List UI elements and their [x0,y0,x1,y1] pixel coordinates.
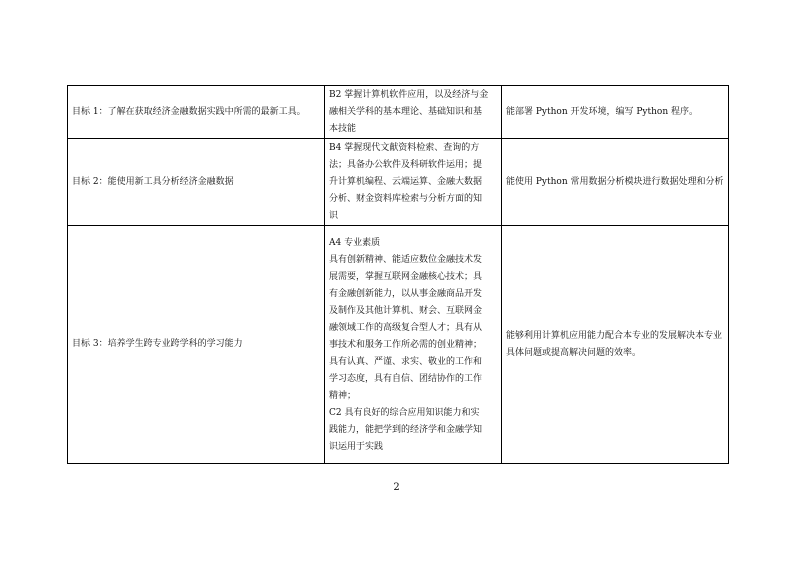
goal-cell: 目标 2：能使用新工具分析经济金融数据 [68,139,325,226]
table-row [68,226,729,464]
ability-cell: 能够利用计算机应用能力配合本专业的发展解决本专业具体问题或提高解决问题的效率。 [502,226,729,464]
requirement-cell [325,139,502,226]
table-row [68,86,729,139]
requirement-cell [325,226,502,464]
ability-cell: 能部署 Python 开发环境，编写 Python 程序。 [502,86,729,139]
goal-cell: 目标 3：培养学生跨专业跨学科的学习能力 [68,226,325,464]
requirement-text: B2 掌握计算机软件应用，以及经济与金 融相关学科的基本理论、基础知识和基 本技能 [329,90,489,134]
goal-cell: 目标 1：了解在获取经济金融数据实践中所需的最新工具。 [68,86,325,139]
ability-cell: 能使用 Python 常用数据分析模块进行数据处理和分析 [502,139,729,226]
table-row [68,139,729,226]
objectives-table [67,85,729,464]
requirement-text: A4 专业素质 具有创新精神、能适应数位金融技术发 展需要，掌握互联网金融核心技术；具 有金融创新能力，以从事金融商品开发 及制作及其他计算机、财会、互联网金 融领域工作的高级复合型人才；具有从 事技术和服务工作所必需的创业精神； 具有认真、严谨、求实、敬业的工作和 学习态度，具有自信、团结协作的工作 精神； C2 具有良好的综合应用知识能力和实 践能力，能把学到的经济学和金融学知 识运用于实践 [329,237,483,452]
requirement-cell [325,86,502,139]
page-number: 2 [393,482,400,493]
requirement-text: B4 掌握现代文献资料检索、查询的方 法；具备办公软件及科研软件运用；提 升计算机编程、云端运算、金融大数据 分析、财金资料库检索与分析方面的知 识 [329,143,483,221]
